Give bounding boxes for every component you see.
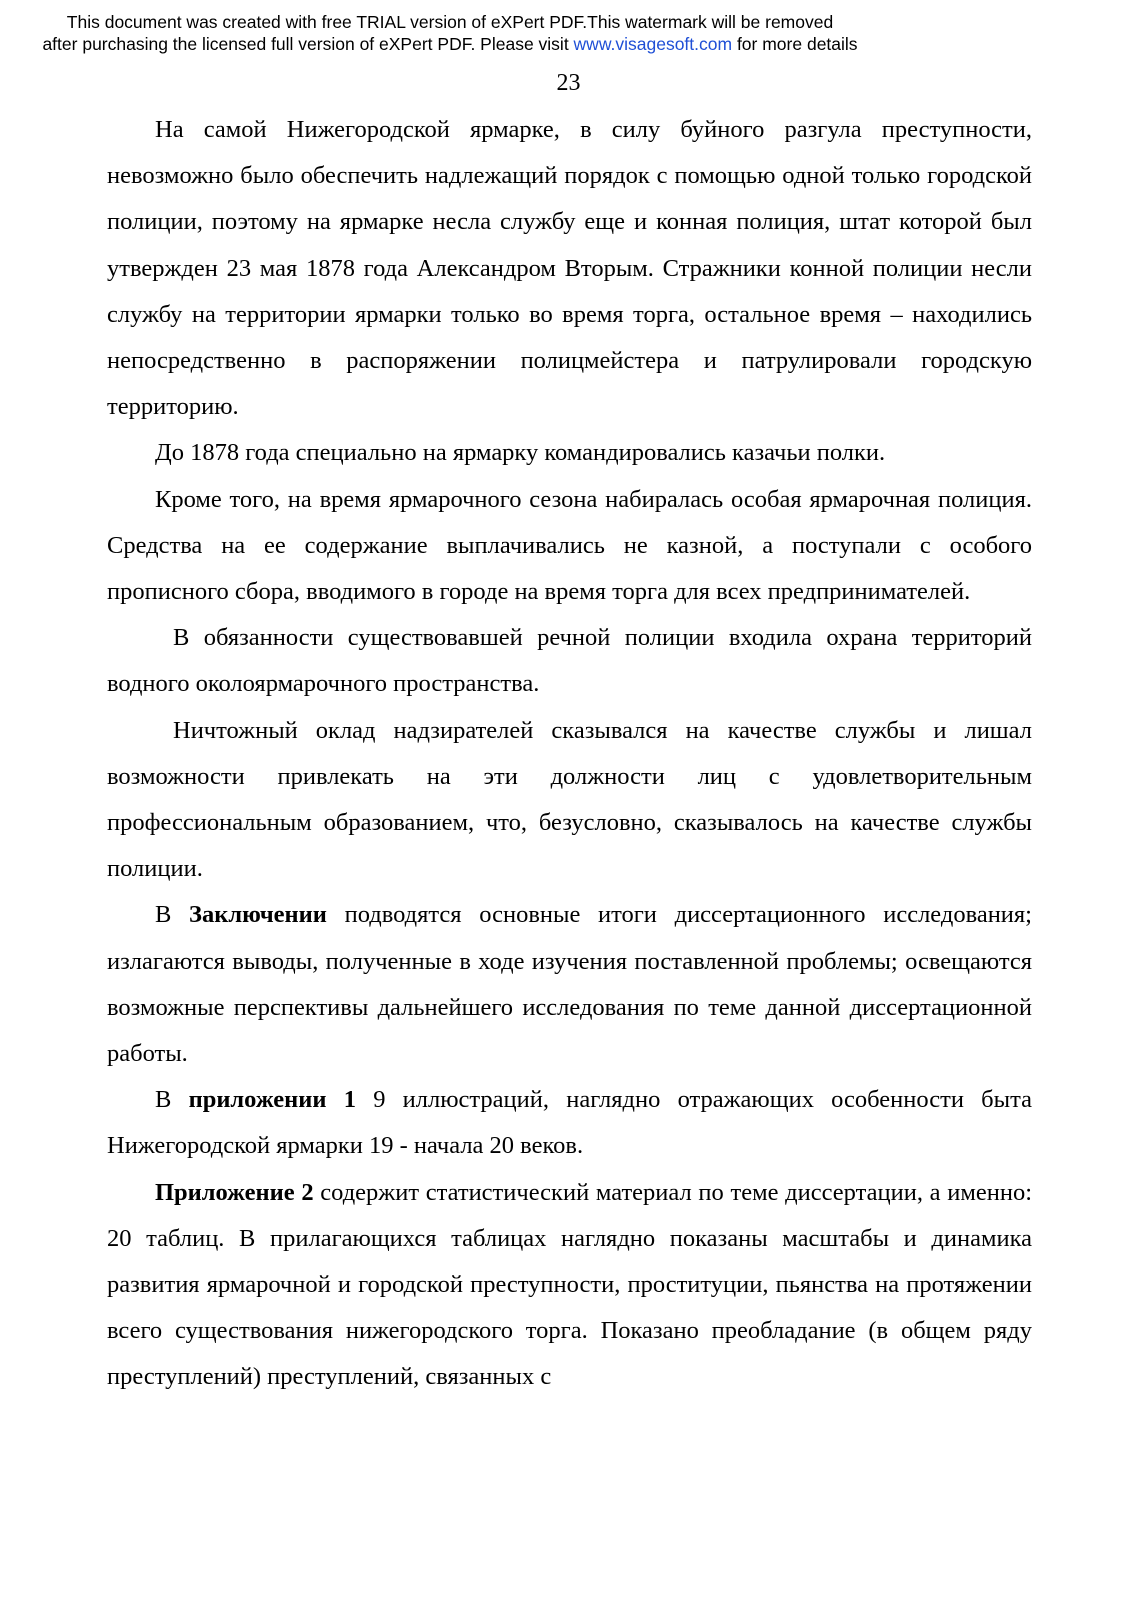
watermark-line-2 — [0, 33, 900, 55]
paragraph-4: В обязанности существовавшей речной полиции входила охрана территорий водного околоярмарочного пространства. — [107, 624, 1032, 698]
page-number: 23 — [556, 70, 581, 96]
paragraph-8-bold: Приложение 2 — [155, 1178, 314, 1206]
paragraph-7 — [107, 1077, 1032, 1169]
paragraph-6-bold: Заключении — [189, 901, 327, 929]
paragraph-6-lead: В — [155, 901, 190, 929]
watermark-line-2-text: after purchasing the licensed full version of eXPert PDF. Please visit — [42, 34, 574, 54]
document-body — [107, 107, 1032, 1401]
paragraph-6-rest: подводятся основные итоги диссертационного исследования; излагаются выводы, полученные в ходе изучения поставленной проблемы; освещаются возможные перспективы дальнейшего исследования по теме данной диссертационной работы. — [107, 901, 1032, 1068]
paragraph-7-bold: приложении 1 — [188, 1086, 356, 1114]
paragraph-1: На самой Нижегородской ярмарке, в силу буйного разгула преступности, невозможно было обеспечить надлежащий порядок с помощью одной только городской полиции, поэтому на ярмарке несла службу еще и конная полиция, штат которой был утвержден 23 мая 1878 года Александром Вторым. Стражники конной полиции несли службу на территории ярмарки только во время торга, остальное время – находились непосредственно в распоряжении полицмейстера и патрулировали городскую территорию. — [107, 116, 1032, 421]
watermark-line-1: This document was created with free TRIAL version of eXPert PDF.This watermark will be removed — [66, 12, 834, 32]
paragraph-6 — [107, 892, 1032, 1077]
paragraph-8 — [107, 1170, 1032, 1401]
paragraph-5: Ничтожный оклад надзирателей сказывался на качестве службы и лишал возможности привлекать на эти должности лиц с удовлетворительным профессиональным образованием, что, безусловно, сказывалось на качестве службы полиции. — [107, 716, 1032, 883]
paragraph-8-rest: содержит статистический материал по теме диссертации, а именно: 20 таблиц. В прилагающихся таблицах наглядно показаны масштабы и динамика развития ярмарочной и городской преступности, проституции, пьянства на протяжении всего существования нижегородского торга. Показано преобладание (в общем ряду преступлений) преступлений, связанных с — [107, 1178, 1032, 1391]
paragraph-7-rest: 9 иллюстраций, наглядно отражающих особенности быта Нижегородской ярмарки 19 - начала 20 веков. — [107, 1086, 1032, 1160]
paragraph-3: Кроме того, на время ярмарочного сезона набиралась особая ярмарочная полиция. Средства на ее содержание выплачивались не казной, а поступали с особого прописного сбора, вводимого в городе на время торга для всех предпринимателей. — [107, 485, 1032, 606]
paragraph-2: До 1878 года специально на ярмарку командировались казачьи полки. — [155, 439, 886, 467]
watermark-line-2-tail: for more details — [732, 34, 858, 54]
trial-watermark — [0, 11, 900, 55]
paragraph-7-lead: В — [155, 1086, 189, 1114]
watermark-link[interactable]: www.visagesoft.com — [573, 34, 733, 54]
